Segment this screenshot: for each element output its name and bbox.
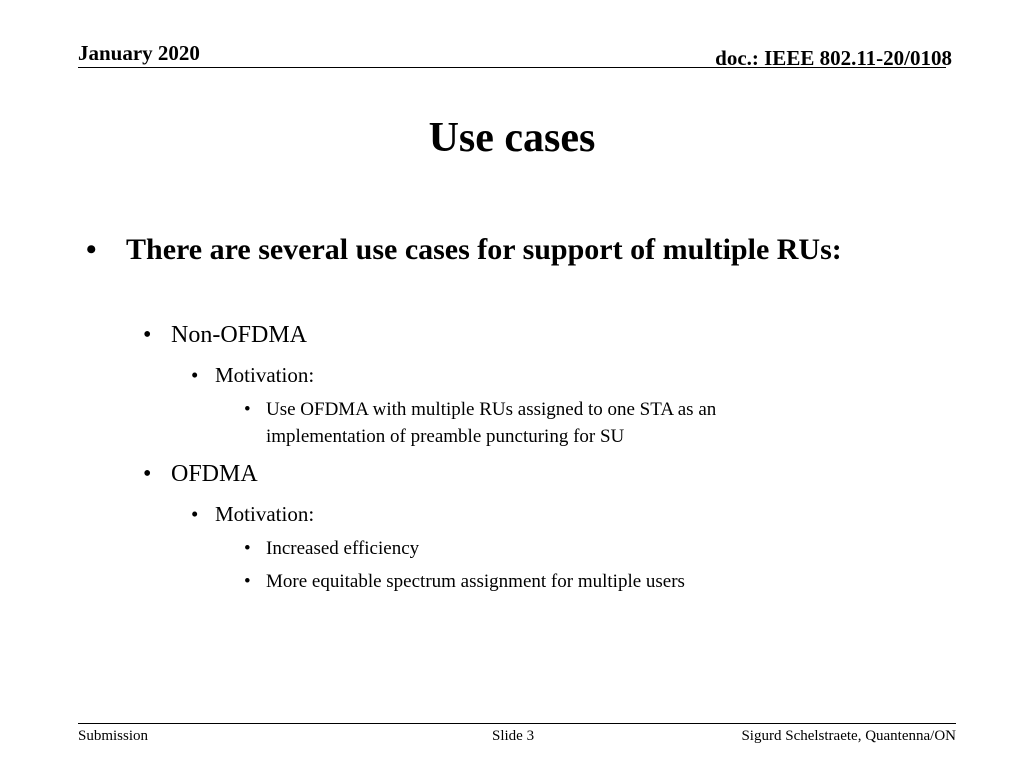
bullet-level-3: [191, 500, 315, 528]
bullet-marker: •: [191, 502, 199, 526]
bullet-marker: •: [191, 363, 199, 387]
footer-divider: [78, 723, 956, 724]
bullet-level-2: [143, 459, 258, 489]
bullet-level-4: [244, 396, 717, 423]
bullet-continuation: [266, 423, 624, 450]
bullet-text: Motivation:: [215, 363, 315, 387]
bullet-level-2: [143, 320, 308, 350]
bullet-marker: •: [86, 233, 97, 266]
bullet-marker: •: [244, 538, 251, 559]
bullet-marker: •: [143, 322, 152, 348]
bullet-marker: •: [244, 399, 251, 420]
bullet-level-4: [244, 535, 420, 562]
footer-submission: Submission: [78, 728, 149, 744]
slide-title: Use cases: [428, 115, 596, 161]
header-doc-id: doc.: IEEE 802.11-20/0108: [715, 46, 952, 70]
footer-slide-number: Slide 3: [492, 728, 535, 744]
bullet-text: implementation of preamble puncturing for SU: [266, 426, 625, 447]
bullet-text: Use OFDMA with multiple RUs assigned to one STA as an: [266, 399, 717, 420]
bullet-marker: •: [143, 461, 152, 487]
bullet-text: There are several use cases for support of multiple RUs:: [126, 233, 842, 266]
footer-author: Sigurd Schelstraete, Quantenna/ON: [741, 728, 956, 744]
bullet-marker: •: [244, 571, 251, 592]
bullet-text: Non-OFDMA: [171, 322, 308, 348]
bullet-level-1: [86, 229, 886, 270]
bullet-level-4: [244, 568, 685, 595]
bullet-text: Increased efficiency: [266, 538, 420, 559]
header-divider: [78, 67, 946, 68]
bullet-level-3: [191, 361, 315, 389]
bullet-text: More equitable spectrum assignment for multiple users: [266, 571, 685, 592]
bullet-text: OFDMA: [171, 461, 258, 487]
bullet-text: Motivation:: [215, 502, 315, 526]
header-date: January 2020: [78, 41, 200, 65]
